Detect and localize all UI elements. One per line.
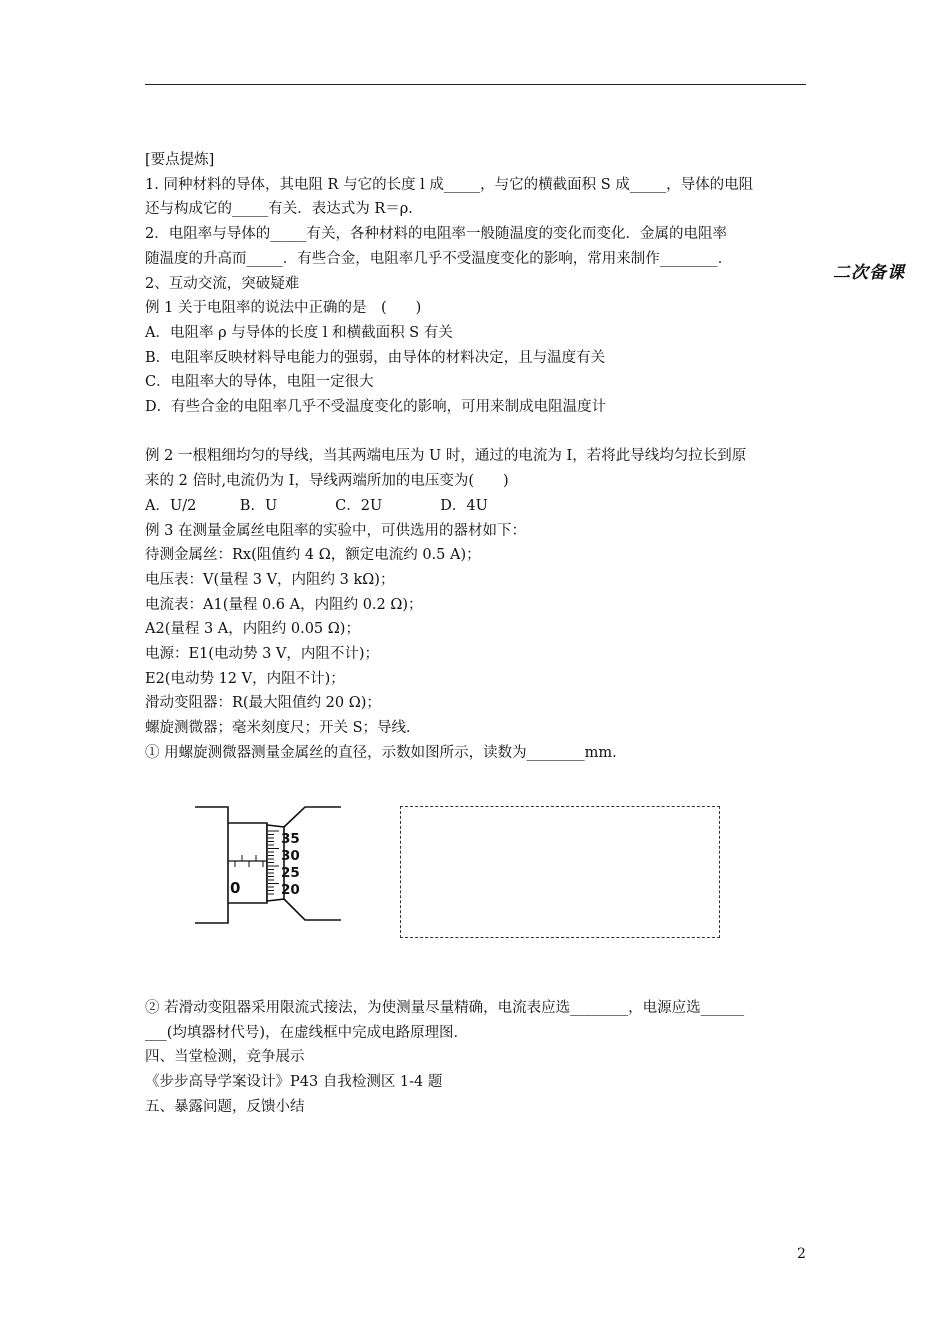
text-line: A．U/2 B．U C．2U D．4U (145, 497, 488, 514)
text-line: ① 用螺旋测微器测量金属丝的直径，示数如图所示，读数为________mm. (145, 744, 617, 761)
text-line: 例 1 关于电阻率的说法中正确的是 ( ) (145, 300, 422, 317)
text-line: A．电阻率 ρ 与导体的长度 l 和横截面积 S 有关 (145, 324, 453, 341)
text-line: 四、当堂检测，竞争展示 (145, 1049, 305, 1066)
thimble-label: 25 (281, 865, 300, 881)
page-number: 2 (797, 1246, 806, 1262)
text-line: A2(量程 3 A，内阻约 0.05 Ω)； (145, 621, 360, 638)
text-line: 2、互动交流，突破疑难 (145, 275, 300, 292)
text-line: 来的 2 倍时,电流仍为 I，导线两端所加的电压变为( ) (145, 473, 509, 490)
text-line: 随温度的升高而_____．有些合金，电阻率几乎不受温度变化的影响，常用来制作________． (145, 250, 733, 267)
text-line: 例 2 一根粗细均匀的导线，当其两端电压为 U 时，通过的电流为 I，若将此导线均匀拉长到原 (145, 448, 747, 465)
text-line: 例 3 在测量金属丝电阻率的实验中，可供选用的器材如下： (145, 522, 526, 539)
thimble-label: 30 (281, 848, 300, 864)
text-line: 电流表：A1(量程 0.6 A，内阻约 0.2 Ω)； (145, 596, 423, 613)
text-line: 滑动变阻器：R(最大阻值约 20 Ω)； (145, 695, 381, 712)
circuit-drawing-box[interactable] (400, 806, 720, 938)
text-line: ___(均填器材代号)，在虚线框中完成电路原理图． (145, 1024, 469, 1041)
text-line: [要点提炼] (145, 152, 215, 168)
micrometer-diagram (195, 799, 350, 929)
text-line: 电压表：V(量程 3 V，内阻约 3 kΩ)； (145, 571, 395, 588)
text-line: 螺旋测微器；毫米刻度尺；开关 S；导线． (145, 720, 421, 737)
text-line: D．有些合金的电阻率几乎不受温度变化的影响，可用来制成电阻温度计 (145, 399, 607, 416)
text-line: 1. 同种材料的导体，其电阻 R 与它的长度 l 成_____，与它的横截面积 S 成_____，导体的电阻 (145, 176, 754, 193)
text-line: 2．电阻率与导体的_____有关，各种材料的电阻率一般随温度的变化而变化．金属的电阻率 (145, 226, 727, 243)
sleeve-zero-label: 0 (230, 879, 241, 897)
text-line: 五、暴露问题，反馈小结 (145, 1098, 305, 1115)
text-block-1 (145, 148, 809, 766)
text-line: B．电阻率反映材料导电能力的强弱，由导体的材料决定，且与温度有关 (145, 349, 606, 366)
thimble-label: 20 (281, 882, 300, 898)
text-line: E2(电动势 12 V，内阻不计)； (145, 670, 345, 687)
text-line: 待测金属丝：Rx(阻值约 4 Ω，额定电流约 0.5 A)； (145, 547, 481, 564)
text-line: 还与构成它的_____有关．表达式为 R＝ρ. (145, 201, 413, 218)
text-line: C．电阻率大的导体，电阻一定很大 (145, 374, 374, 391)
side-note-label: 二次备课 (833, 263, 905, 283)
text-block-2 (145, 996, 809, 1120)
header-rule (145, 84, 806, 85)
text-line: 电源：E1(电动势 3 V，内阻不计)； (145, 646, 380, 663)
thimble-label: 35 (281, 831, 300, 847)
figure-row (145, 795, 809, 955)
text-line: ② 若滑动变阻器采用限流式接法，为使测量尽量精确，电流表应选________，电源应选______ (145, 1000, 745, 1016)
text-line: 《步步高导学案设计》P43 自我检测区 1-4 题 (145, 1074, 443, 1091)
